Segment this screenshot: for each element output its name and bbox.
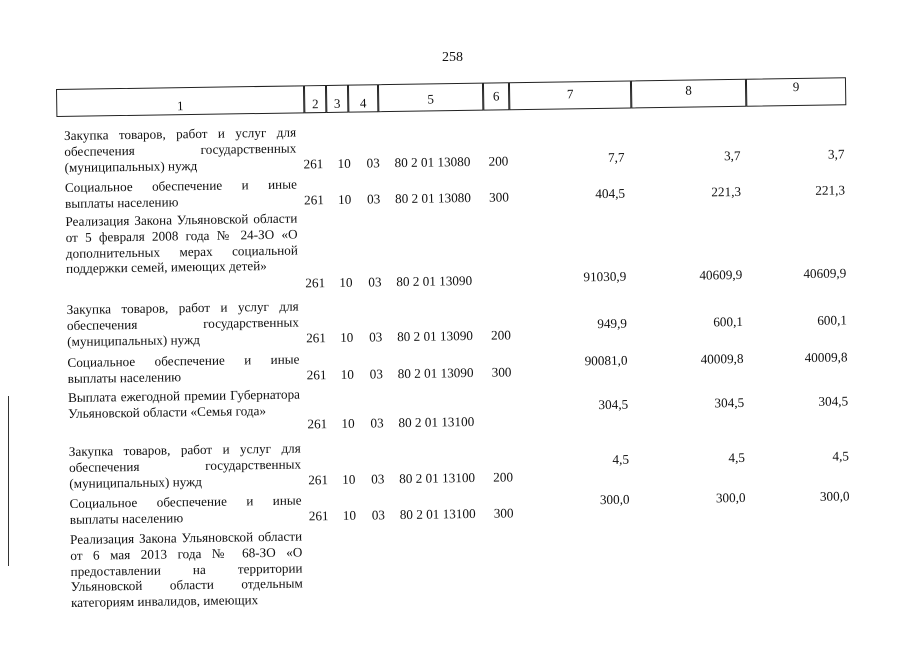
row-subsection: 03 — [366, 155, 380, 171]
row-value-col9: 3,7 — [827, 146, 845, 162]
header-col-7: 7 — [509, 80, 631, 110]
row-description: Закупка товаров, работ и услуг для обеспечения государственных (муниципальных) нужд — [66, 298, 300, 349]
row-value-col7: 304,5 — [598, 396, 629, 413]
row-description: Социальное обеспечение и иные выплаты населению — [69, 492, 302, 527]
row-type: 300 — [491, 364, 512, 380]
table-row — [66, 290, 867, 349]
row-target: 80 2 01 13100 — [399, 505, 476, 523]
row-description: Реализация Закона Ульяновской области от 6 мая 2013 года № 68-ЗО «О предоставлении на территории Ульяновской области отдельным категориям инвалидов, имеющих — [69, 528, 303, 611]
row-code: 261 — [303, 156, 324, 172]
row-section: 10 — [342, 507, 357, 523]
row-type: 200 — [491, 327, 512, 343]
row-target: 80 2 01 13100 — [398, 413, 475, 431]
table-header-row — [56, 77, 846, 117]
row-section: 10 — [339, 274, 353, 290]
header-col-4: 4 — [348, 84, 378, 112]
row-target: 80 2 01 13080 — [394, 153, 471, 171]
row-target: 80 2 01 13080 — [394, 189, 472, 207]
row-type: 200 — [488, 153, 509, 169]
row-code: 261 — [308, 472, 329, 488]
row-value-col7: 91030,9 — [583, 268, 627, 285]
row-value-col9: 221,3 — [815, 182, 846, 198]
row-subsection: 03 — [370, 415, 384, 431]
header-col-6: 6 — [483, 82, 509, 110]
row-value-col8: 300,0 — [715, 489, 746, 506]
header-col-5: 5 — [378, 83, 483, 113]
row-value-col7: 4,5 — [612, 451, 630, 467]
header-col-3: 3 — [326, 85, 348, 113]
row-type: 200 — [493, 469, 514, 485]
row-value-col7: 300,0 — [599, 491, 630, 508]
row-type: 300 — [488, 189, 509, 205]
row-target: 80 2 01 13090 — [397, 327, 474, 345]
header-col-8: 8 — [631, 79, 746, 109]
row-value-col9: 4,5 — [832, 448, 850, 464]
row-section: 10 — [340, 366, 354, 382]
page-number: 258 — [442, 50, 463, 65]
row-value-col9: 600,1 — [817, 312, 848, 328]
row-value-col8: 3,7 — [723, 147, 741, 164]
table-row — [68, 432, 869, 491]
row-subsection: 03 — [366, 191, 381, 207]
row-subsection: 03 — [371, 507, 386, 523]
row-target: 80 2 01 13090 — [396, 272, 473, 290]
row-value-col8: 221,3 — [711, 183, 742, 200]
row-value-col7: 7,7 — [607, 149, 625, 165]
row-value-col9: 304,5 — [818, 393, 849, 409]
row-target: 80 2 01 13090 — [397, 364, 474, 382]
row-code: 261 — [306, 330, 327, 346]
margin-line — [8, 396, 9, 566]
row-type: 300 — [493, 505, 514, 521]
row-subsection: 03 — [369, 366, 383, 382]
header-col-9: 9 — [746, 77, 846, 106]
table-body — [64, 116, 872, 648]
row-section: 10 — [342, 471, 356, 487]
row-description: Закупка товаров, работ и услуг для обеспечения государственных (муниципальных) нужд — [68, 440, 302, 491]
table-row — [64, 116, 864, 175]
row-description: Социальное обеспечение и иные выплаты населению — [64, 176, 297, 211]
row-description: Реализация Закона Ульяновской области от 5 февраля 2008 года № 24-ЗО «О дополнительных мерах социальной поддержки семей, имеющих детей» — [65, 210, 298, 277]
row-code: 261 — [306, 367, 327, 383]
row-value-col7: 90081,0 — [584, 352, 628, 369]
row-section: 10 — [340, 329, 354, 345]
row-description: Выплата ежегодной премии Губернатора Ульяновской области «Семья года» — [67, 386, 301, 421]
row-value-col9: 300,0 — [819, 488, 850, 504]
row-value-col9: 40009,8 — [804, 349, 848, 366]
row-code: 261 — [305, 275, 326, 291]
row-subsection: 03 — [371, 471, 385, 487]
row-value-col7: 949,9 — [597, 315, 628, 332]
row-section: 10 — [337, 155, 351, 171]
row-value-col8: 4,5 — [728, 449, 746, 466]
row-value-col8: 304,5 — [714, 394, 745, 411]
row-value-col7: 404,5 — [595, 185, 626, 202]
row-description: Закупка товаров, работ и услуг для обеспечения государственных (муниципальных) нужд — [64, 124, 297, 175]
row-value-col8: 40609,9 — [699, 266, 743, 283]
row-subsection: 03 — [369, 329, 383, 345]
row-code: 261 — [307, 416, 328, 432]
row-section: 10 — [341, 415, 355, 431]
row-value-col8: 40009,8 — [700, 350, 744, 367]
row-description: Социальное обеспечение и иные выплаты населению — [67, 351, 300, 386]
row-subsection: 03 — [368, 274, 382, 290]
row-target: 80 2 01 13100 — [399, 469, 476, 487]
row-value-col8: 600,1 — [713, 313, 744, 330]
row-code: 261 — [303, 192, 324, 208]
row-section: 10 — [337, 191, 352, 207]
header-col-1: 1 — [56, 85, 304, 117]
header-col-2: 2 — [304, 85, 326, 113]
row-code: 261 — [308, 508, 329, 524]
row-value-col9: 40609,9 — [803, 265, 847, 282]
